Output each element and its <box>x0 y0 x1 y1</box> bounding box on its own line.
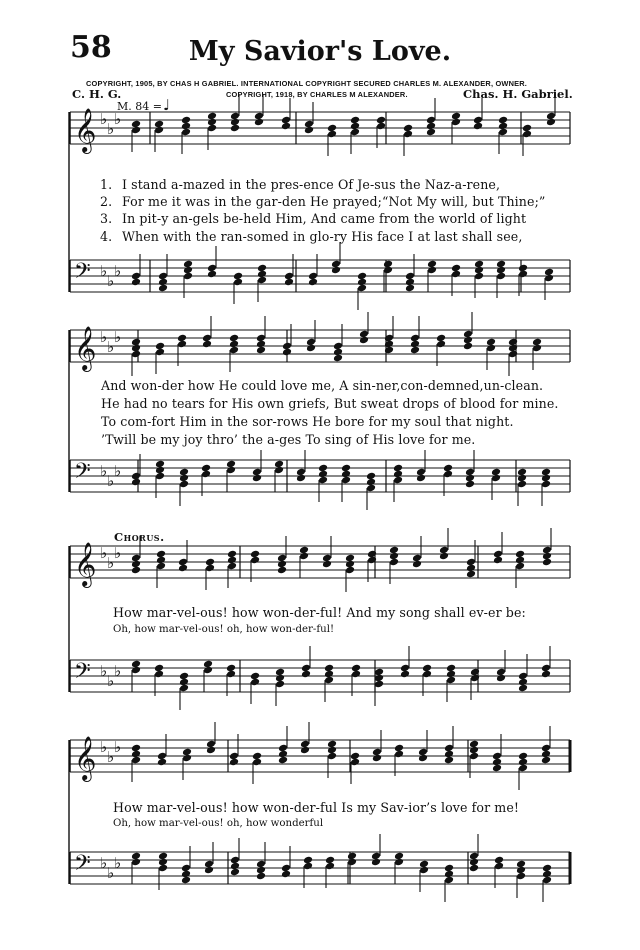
bass-clef-icon: 𝄢 <box>74 851 91 881</box>
treble-clef-icon: 𝄞 <box>74 326 97 370</box>
copyright-line-2: COPYRIGHT, 1918, BY CHARLES M ALEXANDER. <box>226 90 408 99</box>
note-head <box>229 758 239 767</box>
note-head <box>400 670 410 679</box>
bass-clef-icon: 𝄢 <box>74 259 91 289</box>
verse-3-number: 3. <box>100 211 113 226</box>
note-head <box>204 866 214 875</box>
note-head <box>157 758 167 767</box>
flat-icon: ♭ <box>107 338 115 356</box>
note-head <box>178 564 188 573</box>
chorus-label: Chorus. <box>114 530 165 544</box>
note-head <box>466 570 476 579</box>
note-head <box>230 868 240 877</box>
treble-clef-icon: 𝄞 <box>74 542 97 586</box>
flat-icon: ♭ <box>114 462 122 480</box>
note-head <box>206 746 216 755</box>
flat-icon: ♭ <box>107 472 115 490</box>
note-head <box>282 348 292 357</box>
quarter-note-icon: ♩ <box>163 96 171 114</box>
note-head <box>426 128 436 137</box>
flat-icon: ♭ <box>100 544 108 562</box>
note-head <box>284 278 294 287</box>
note-head <box>418 754 428 763</box>
flat-icon: ♭ <box>100 328 108 346</box>
note-head <box>412 560 422 569</box>
flat-icon: ♭ <box>114 662 122 680</box>
flat-icon: ♭ <box>107 864 115 882</box>
flat-icon: ♭ <box>100 854 108 872</box>
note-head <box>131 566 141 575</box>
note-head <box>542 558 552 567</box>
verse-1-line-b: And won-der how He could love me, A sin-ner,con-demned,un-clean. <box>101 378 544 393</box>
verse-4-number: 4. <box>100 229 113 244</box>
note-head <box>202 340 212 349</box>
note-head <box>254 118 264 127</box>
note-head <box>300 746 310 755</box>
note-head <box>207 270 217 279</box>
hymn-number: 58 <box>70 30 112 65</box>
composer-name: Chas. H. Gabriel. <box>463 87 573 101</box>
flat-icon: ♭ <box>100 738 108 756</box>
note-head <box>444 756 454 765</box>
verse-3-line-a: In pit-y an-gels be-held Him, And came from the world of light <box>122 211 527 226</box>
flat-icon: ♭ <box>114 738 122 756</box>
verse-3-line-b: To com-fort Him in the sor-rows He bore for my soul that night. <box>101 414 514 429</box>
note-head <box>541 670 551 679</box>
verse-4-line-b: ’Twill be my joy thro’ the a-ges To sing of His love for me. <box>101 432 476 447</box>
verse-4-line-a: When with the ran-somed in glo-ry His face I at last shall see, <box>122 229 523 244</box>
chorus-line-1: How mar-vel-ous! how won-der-ful! And my song shall ev-er be: <box>113 605 526 620</box>
note-head <box>463 342 473 351</box>
flat-icon: ♭ <box>100 462 108 480</box>
chorus-line-1-echo: Oh, how mar-vel-ous! oh, how won-der-ful! <box>113 624 335 635</box>
flat-icon: ♭ <box>100 110 108 128</box>
flat-icon: ♭ <box>107 672 115 690</box>
flat-icon: ♭ <box>107 748 115 766</box>
note-head <box>131 278 141 287</box>
note-head <box>372 754 382 763</box>
note-head <box>181 876 191 885</box>
flat-icon: ♭ <box>114 262 122 280</box>
note-head <box>371 858 381 867</box>
hymn-title: My Savior's Love. <box>188 36 452 67</box>
verse-2-number: 2. <box>100 194 113 209</box>
note-head <box>322 560 332 569</box>
note-head <box>304 126 314 135</box>
flat-icon: ♭ <box>107 554 115 572</box>
note-head <box>518 684 528 693</box>
note-head <box>230 124 240 133</box>
note-head <box>308 278 318 287</box>
note-head <box>256 872 266 881</box>
flat-icon: ♭ <box>107 272 115 290</box>
note-head <box>473 122 483 131</box>
flat-icon: ♭ <box>114 328 122 346</box>
note-head <box>541 756 551 765</box>
verse-1-number: 1. <box>100 177 113 192</box>
verse-1-line-a: I stand a-mazed in the pres-ence Of Je-sus the Naz-a-rene, <box>122 177 501 192</box>
note-head <box>252 474 262 483</box>
note-head <box>296 474 306 483</box>
flat-icon: ♭ <box>114 110 122 128</box>
bass-clef-icon: 𝄢 <box>74 659 91 689</box>
note-head <box>331 266 341 275</box>
note-head <box>496 674 506 683</box>
tempo-marking: M. 84 = <box>117 100 162 113</box>
note-head <box>131 478 141 487</box>
note-head <box>410 346 420 355</box>
note-head <box>493 556 503 565</box>
note-head <box>416 474 426 483</box>
flat-icon: ♭ <box>100 662 108 680</box>
chorus-line-2-echo: Oh, how mar-vel-ous! oh, how wonderful <box>113 818 324 829</box>
note-head <box>277 566 287 575</box>
note-head <box>469 864 479 873</box>
note-head <box>546 118 556 127</box>
chorus-line-2: How mar-vel-ous! how won-der-ful Is my Sav-ior’s love for me! <box>113 800 520 815</box>
note-head <box>333 354 343 363</box>
verse-2-line-a: For me it was in the gar-den He prayed;“Not My will, but Thine;” <box>122 194 546 209</box>
author-initials: C. H. G. <box>72 87 122 101</box>
note-head <box>306 344 316 353</box>
flat-icon: ♭ <box>114 544 122 562</box>
verse-2-line-b: He had no tears for His own griefs, But sweat drops of blood for mine. <box>101 396 559 411</box>
flat-icon: ♭ <box>100 262 108 280</box>
note-head <box>359 336 369 345</box>
treble-clef-icon: 𝄞 <box>74 108 97 152</box>
note-head <box>256 346 266 355</box>
treble-clef-icon: 𝄞 <box>74 736 97 780</box>
note-head <box>465 480 475 489</box>
note-head <box>492 764 502 773</box>
note-head <box>439 552 449 561</box>
note-head <box>158 284 168 293</box>
bass-clef-icon: 𝄢 <box>74 459 91 489</box>
note-head <box>301 670 311 679</box>
copyright-line-1: COPYRIGHT, 1905, BY CHAS H GABRIEL. INTERNATIONAL COPYRIGHT SECURED CHARLES M. ALEXANDER, OWNER. <box>86 79 528 88</box>
flat-icon: ♭ <box>114 854 122 872</box>
note-head <box>405 284 415 293</box>
flat-icon: ♭ <box>107 120 115 138</box>
note-head <box>281 870 291 879</box>
note-head <box>278 756 288 765</box>
note-head <box>281 122 291 131</box>
